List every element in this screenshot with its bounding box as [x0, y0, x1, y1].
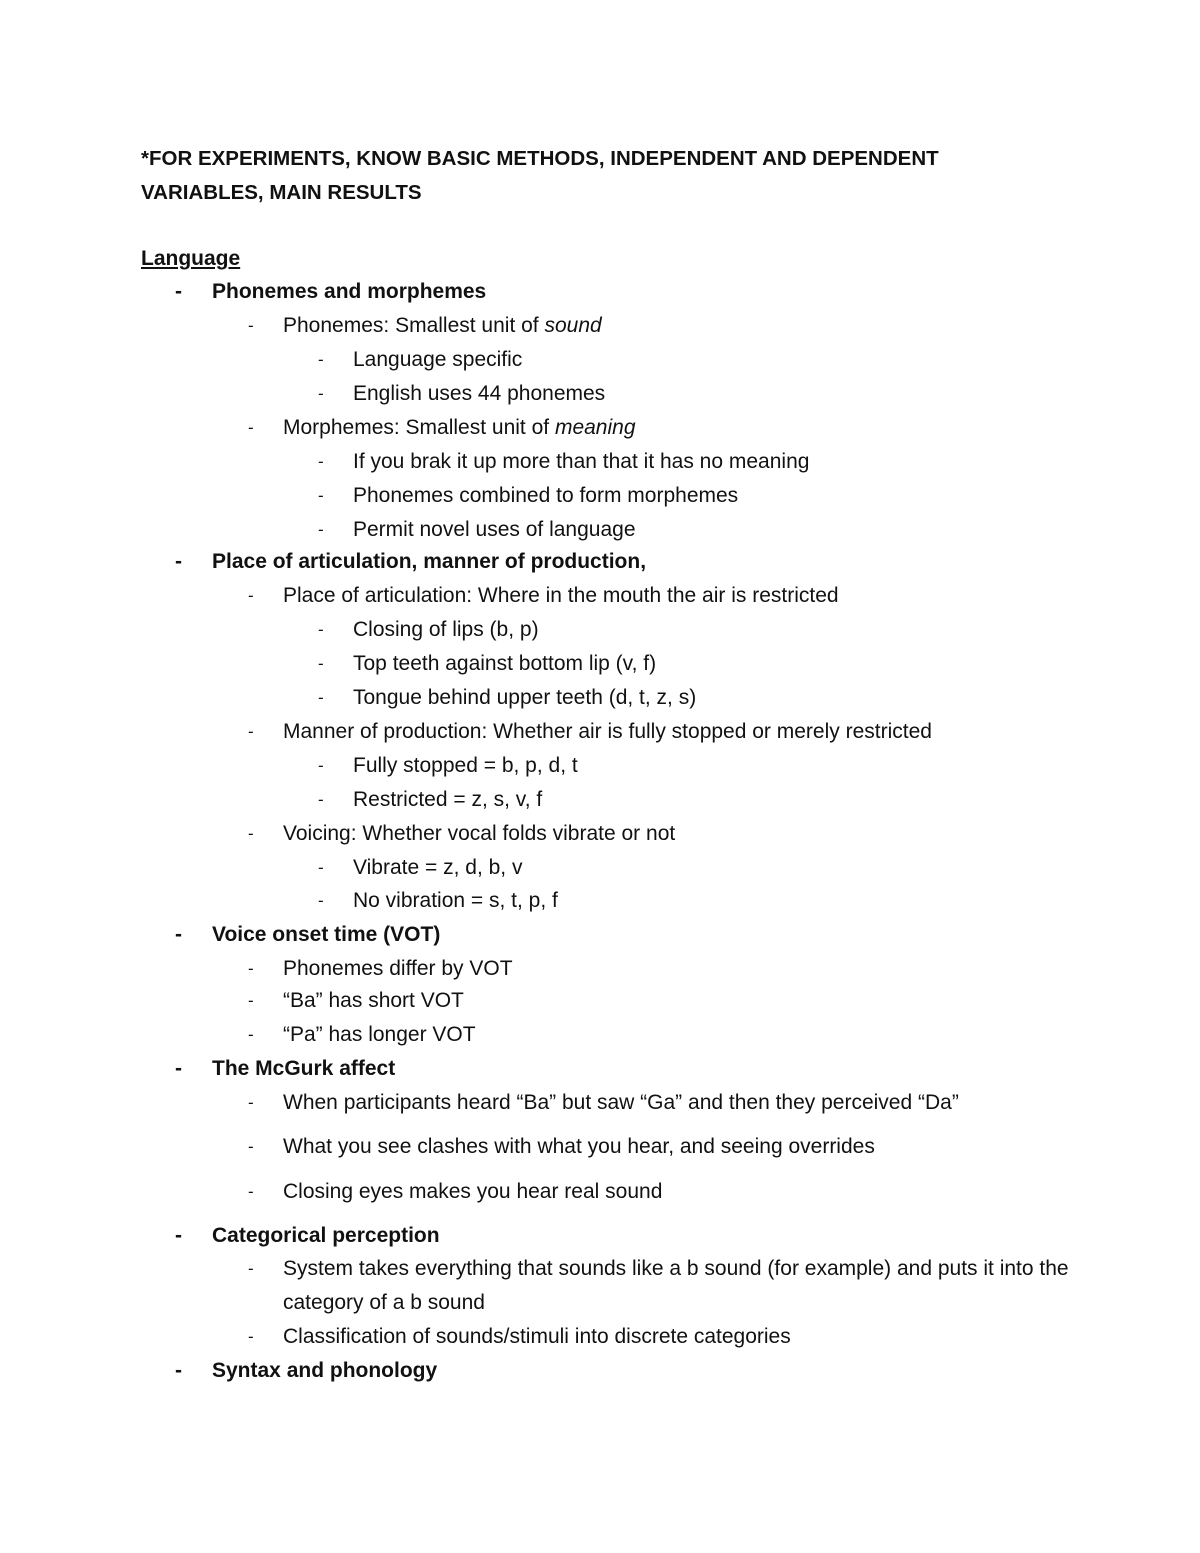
item-text-prefix: Phonemes: Smallest unit of — [283, 314, 545, 337]
item-text: Tongue behind upper teeth (d, t, z, s) — [353, 686, 697, 709]
item-text-emphasis: sound — [544, 314, 602, 337]
bullet-dash: - — [318, 620, 324, 639]
bullet-dash: - — [318, 384, 324, 403]
item-text: Categorical perception — [212, 1224, 440, 1247]
bullet-dash: - — [318, 654, 324, 673]
item-text — [283, 413, 636, 443]
instructions-header — [141, 142, 1101, 210]
bullet-dash: - — [248, 1182, 254, 1201]
item-text: What you see clashes with what you hear, and seeing overrides — [283, 1135, 875, 1158]
item-text: System takes everything that sounds like a b sound (for example) and puts it into the category of a b sound — [283, 1257, 1069, 1314]
bullet-dash: - — [248, 722, 254, 741]
bullet-dash: - — [318, 688, 324, 707]
item-text: Phonemes and morphemes — [212, 280, 487, 303]
item-text: Fully stopped = b, p, d, t — [353, 754, 578, 777]
item-text: Syntax and phonology — [212, 1359, 438, 1382]
item-text: Classification of sounds/stimuli into discrete categories — [283, 1325, 791, 1348]
item-text-emphasis: meaning — [554, 416, 636, 439]
bullet-dash: - — [175, 1224, 182, 1247]
item-text: When participants heard “Ba” but saw “Ga” and then they perceived “Da” — [283, 1091, 959, 1114]
item-text: English uses 44 phonemes — [353, 382, 606, 405]
header-line-2: VARIABLES, MAIN RESULTS — [141, 181, 422, 204]
bullet-dash: - — [248, 586, 254, 605]
bullet-dash: - — [248, 418, 254, 437]
bullet-dash: - — [318, 790, 324, 809]
item-text: Place of articulation, manner of production, — [212, 550, 647, 573]
item-text: Top teeth against bottom lip (v, f) — [353, 652, 657, 675]
bullet-dash: - — [175, 923, 182, 946]
item-text: “Ba” has short VOT — [283, 989, 464, 1012]
bullet-dash: - — [318, 486, 324, 505]
bullet-dash: - — [175, 1057, 182, 1080]
bullet-dash: - — [248, 824, 254, 843]
bullet-dash: - — [318, 350, 324, 369]
bullet-dash: - — [175, 280, 182, 303]
item-text: Voicing: Whether vocal folds vibrate or not — [283, 822, 676, 845]
bullet-dash: - — [175, 550, 182, 573]
item-text: Closing eyes makes you hear real sound — [283, 1180, 663, 1203]
bullet-dash: - — [248, 316, 254, 335]
item-text — [283, 311, 602, 341]
bullet-dash: - — [175, 1359, 182, 1382]
bullet-dash: - — [318, 858, 324, 877]
bullet-dash: - — [248, 1093, 254, 1112]
item-text: Phonemes combined to form morphemes — [353, 484, 739, 507]
item-text: Language specific — [353, 348, 523, 371]
item-text: Place of articulation: Where in the mouth the air is restricted — [283, 584, 839, 607]
bullet-dash: - — [248, 1137, 254, 1156]
item-text: If you brak it up more than that it has no meaning — [353, 450, 810, 473]
bullet-dash: - — [318, 756, 324, 775]
bullet-dash: - — [248, 1259, 254, 1278]
item-text: “Pa” has longer VOT — [283, 1023, 476, 1046]
item-text: Voice onset time (VOT) — [212, 923, 441, 946]
item-text: Manner of production: Whether air is fully stopped or merely restricted — [283, 720, 932, 743]
bullet-dash: - — [248, 959, 254, 978]
bullet-dash: - — [318, 452, 324, 471]
bullet-dash: - — [248, 1327, 254, 1346]
bullet-dash: - — [318, 520, 324, 539]
item-text: No vibration = s, t, p, f — [353, 889, 558, 912]
header-line-1: *FOR EXPERIMENTS, KNOW BASIC METHODS, INDEPENDENT AND DEPENDENT — [141, 147, 939, 170]
item-text: Permit novel uses of language — [353, 518, 636, 541]
bullet-dash: - — [248, 991, 254, 1010]
section-title: Language — [141, 247, 241, 270]
item-text: Phonemes differ by VOT — [283, 957, 513, 980]
bullet-dash: - — [248, 1025, 254, 1044]
item-text-prefix: Morphemes: Smallest unit of — [283, 416, 555, 439]
bullet-dash: - — [318, 891, 324, 910]
item-text: Restricted = z, s, v, f — [353, 788, 543, 811]
item-text: Closing of lips (b, p) — [353, 618, 539, 641]
item-text: The McGurk affect — [212, 1057, 396, 1080]
item-text: Vibrate = z, d, b, v — [353, 856, 523, 879]
